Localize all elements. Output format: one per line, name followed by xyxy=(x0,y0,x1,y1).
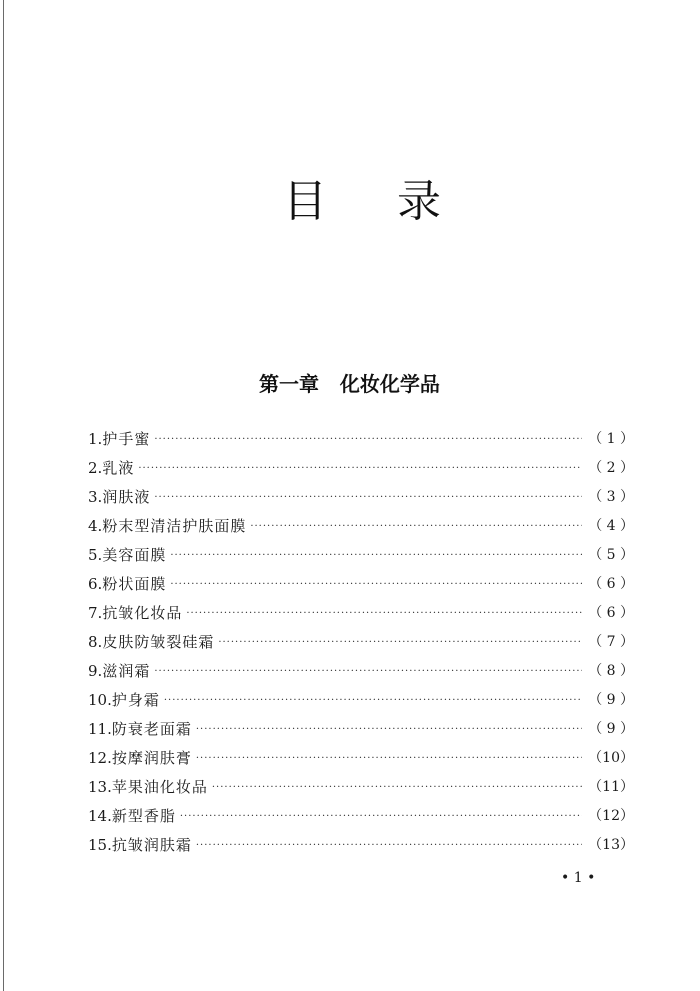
toc-entry-title: 乳液 xyxy=(102,459,135,477)
toc-entry-page: （ 2 ） xyxy=(588,460,634,476)
toc-entry xyxy=(88,802,634,831)
toc-entry-title: 护手蜜 xyxy=(102,430,151,448)
toc-entry-page: （ 7 ） xyxy=(588,634,634,650)
toc-entry-title: 防衰老面霜 xyxy=(111,720,192,738)
toc-entry-page: （ 9 ） xyxy=(588,692,634,708)
toc-dot-leader xyxy=(186,599,582,628)
toc-entry-title: 美容面膜 xyxy=(102,546,167,564)
toc-entry-page: （ 6 ） xyxy=(588,576,634,592)
toc-entry-page: （ 5 ） xyxy=(588,547,634,563)
toc-entry-number: 6. xyxy=(88,575,103,593)
toc-entry-number: 13. xyxy=(88,778,112,796)
toc-entry-title: 护身霜 xyxy=(111,691,160,709)
toc-entry xyxy=(88,744,634,773)
toc-entry-number: 4. xyxy=(88,517,103,535)
toc-entry xyxy=(88,657,634,686)
toc-entry-number: 5. xyxy=(88,546,103,564)
toc-entry-number: 1. xyxy=(88,430,103,448)
toc-dot-leader xyxy=(196,831,582,860)
toc-dot-leader xyxy=(212,773,582,802)
toc-entry-title: 抗皱润肤霜 xyxy=(111,836,192,854)
toc-dot-leader xyxy=(154,425,582,454)
toc-entry-number: 11. xyxy=(88,720,112,738)
toc-dot-leader xyxy=(164,686,582,715)
toc-entry-title: 皮肤防皱裂硅霜 xyxy=(102,633,215,651)
toc-entry-page: （ 1 ） xyxy=(588,431,634,447)
toc-dot-leader xyxy=(154,483,582,512)
toc-dot-leader xyxy=(170,541,582,570)
toc-entry-number: 2. xyxy=(88,459,103,477)
toc-entry-number: 14. xyxy=(88,807,112,825)
page-title-char-1: 目 xyxy=(283,176,327,227)
toc-entry-title: 粉末型清洁护肤面膜 xyxy=(102,517,247,535)
toc-entry-title: 按摩润肤膏 xyxy=(111,749,192,767)
toc-entry-number: 15. xyxy=(88,836,112,854)
toc-dot-leader xyxy=(138,454,582,483)
toc-dot-leader xyxy=(196,715,582,744)
page-number: • 1 • xyxy=(561,870,596,886)
toc-dot-leader xyxy=(218,628,582,657)
toc-entry xyxy=(88,599,634,628)
toc-entry-number: 12. xyxy=(88,749,112,767)
toc-entry xyxy=(88,425,634,454)
toc-entry-page: （12） xyxy=(588,808,634,824)
toc-entry-number: 9. xyxy=(88,662,103,680)
toc-entry xyxy=(88,773,634,802)
toc-entry-page: （ 4 ） xyxy=(588,518,634,534)
toc-entry xyxy=(88,831,634,860)
page-left-edge xyxy=(3,0,4,991)
toc-entry-title: 抗皱化妆品 xyxy=(102,604,183,622)
toc-entry-title: 粉状面膜 xyxy=(102,575,167,593)
toc-entry-page: （10） xyxy=(588,750,634,766)
toc-entry-title: 苹果油化妆品 xyxy=(111,778,208,796)
page-title-char-2: 录 xyxy=(397,176,441,227)
toc-entry-page: （13） xyxy=(588,837,634,853)
page-title xyxy=(0,172,700,232)
toc-dot-leader xyxy=(250,512,582,541)
toc-entry-page: （ 8 ） xyxy=(588,663,634,679)
toc-entry-page: （ 9 ） xyxy=(588,721,634,737)
toc-entry xyxy=(88,541,634,570)
toc-entry xyxy=(88,715,634,744)
table-of-contents xyxy=(88,425,634,860)
toc-entry-page: （11） xyxy=(588,779,634,795)
toc-dot-leader xyxy=(170,570,582,599)
toc-entry-number: 3. xyxy=(88,488,103,506)
toc-entry xyxy=(88,512,634,541)
toc-entry-page: （ 6 ） xyxy=(588,605,634,621)
toc-entry-page: （ 3 ） xyxy=(588,489,634,505)
toc-entry-title: 润肤液 xyxy=(102,488,151,506)
toc-entry-number: 8. xyxy=(88,633,103,651)
toc-entry-title: 滋润霜 xyxy=(102,662,151,680)
toc-entry-title: 新型香脂 xyxy=(111,807,176,825)
toc-dot-leader xyxy=(154,657,582,686)
toc-entry xyxy=(88,570,634,599)
toc-entry-number: 10. xyxy=(88,691,112,709)
toc-entry xyxy=(88,454,634,483)
toc-dot-leader xyxy=(196,744,582,773)
chapter-heading: 第一章 化妆化学品 xyxy=(259,372,440,396)
toc-dot-leader xyxy=(180,802,582,831)
toc-entry-number: 7. xyxy=(88,604,103,622)
toc-entry xyxy=(88,686,634,715)
toc-entry xyxy=(88,628,634,657)
toc-entry xyxy=(88,483,634,512)
